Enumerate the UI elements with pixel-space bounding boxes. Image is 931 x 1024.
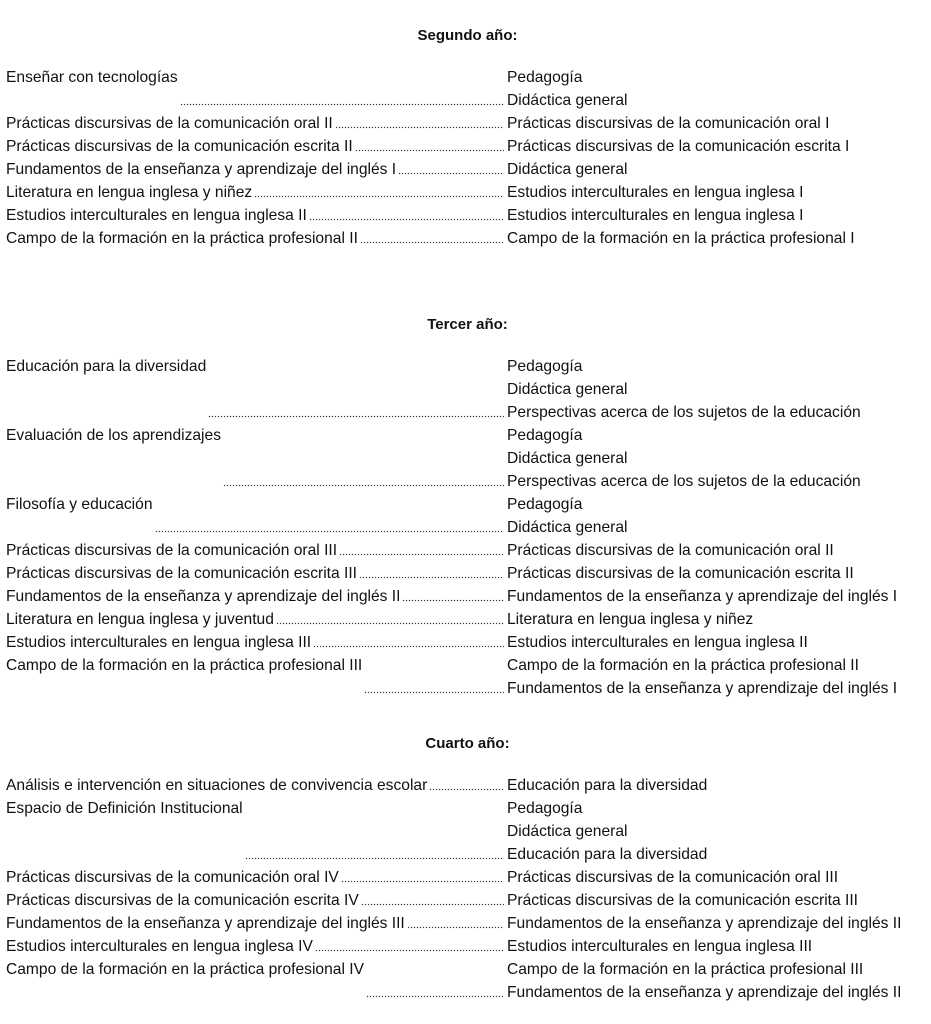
prerequisite-list xyxy=(507,935,812,958)
subject-row xyxy=(0,912,931,935)
prerequisite-list xyxy=(507,493,628,539)
prerequisite-list xyxy=(507,654,897,700)
subject-row xyxy=(0,112,931,135)
prerequisite-item: Prácticas discursivas de la comunicación escrita I xyxy=(507,138,850,155)
subject-row xyxy=(0,355,931,424)
section-title: Cuarto año: xyxy=(425,735,510,752)
prerequisite-item: Didáctica general xyxy=(507,161,628,178)
prerequisite-item: Educación para la diversidad xyxy=(507,846,708,863)
subject-name: Prácticas discursivas de la comunicación escrita IV xyxy=(6,892,359,909)
prerequisite-item: Pedagogía xyxy=(507,358,583,375)
prerequisite-list xyxy=(507,958,901,1004)
prerequisite-item: Prácticas discursivas de la comunicación oral II xyxy=(507,542,834,559)
subject-row xyxy=(0,424,931,493)
prerequisite-list xyxy=(507,135,849,158)
subject-name: Fundamentos de la enseñanza y aprendizaje del inglés II xyxy=(6,588,401,605)
subject-row xyxy=(0,654,931,700)
dot-leader xyxy=(402,585,504,602)
subject-row xyxy=(0,204,931,227)
prerequisite-list xyxy=(507,424,861,493)
subject-row xyxy=(0,631,931,654)
prerequisite-list xyxy=(507,866,838,889)
subject-name: Fundamentos de la enseñanza y aprendizaje del inglés III xyxy=(6,915,405,932)
prerequisite-list xyxy=(507,889,858,912)
prerequisite-list xyxy=(507,66,628,112)
prerequisite-list xyxy=(507,227,855,250)
subject-name: Enseñar con tecnologías xyxy=(6,69,178,86)
prerequisite-list xyxy=(507,539,834,562)
prerequisite-item: Didáctica general xyxy=(507,450,628,467)
section-tercer-anio xyxy=(0,313,931,700)
section-title: Segundo año: xyxy=(417,27,518,44)
subject-row xyxy=(0,227,931,250)
subject-name: Estudios interculturales en lengua inglesa II xyxy=(6,207,307,224)
dot-leader xyxy=(355,135,504,152)
subject-name: Campo de la formación en la práctica profesional II xyxy=(6,230,358,247)
dot-leader xyxy=(407,912,504,929)
subject-row xyxy=(0,135,931,158)
subject-row xyxy=(0,866,931,889)
subject-row xyxy=(0,935,931,958)
prerequisite-item: Fundamentos de la enseñanza y aprendizaje del inglés I xyxy=(507,588,898,605)
prerequisite-item: Estudios interculturales en lengua inglesa III xyxy=(507,938,813,955)
dot-leader xyxy=(339,539,504,556)
prerequisite-item: Pedagogía xyxy=(507,800,583,817)
prerequisite-list xyxy=(507,608,753,631)
prerequisite-item: Campo de la formación en la práctica profesional II xyxy=(507,657,859,674)
prerequisite-item: Didáctica general xyxy=(507,92,628,109)
prerequisite-item: Perspectivas acerca de los sujetos de la educación xyxy=(507,473,861,490)
prerequisite-item: Prácticas discursivas de la comunicación escrita III xyxy=(507,892,858,909)
dot-leader xyxy=(360,227,504,244)
subject-row xyxy=(0,585,931,608)
prerequisite-item: Prácticas discursivas de la comunicación oral I xyxy=(507,115,830,132)
subject-row xyxy=(0,608,931,631)
subject-row xyxy=(0,181,931,204)
dot-leader xyxy=(364,654,504,694)
prerequisite-item: Educación para la diversidad xyxy=(507,777,708,794)
prerequisite-list xyxy=(507,562,854,585)
subject-row xyxy=(0,66,931,112)
dot-leader xyxy=(309,204,504,221)
dot-leader xyxy=(313,631,504,648)
prerequisite-list xyxy=(507,585,897,608)
prerequisite-item: Estudios interculturales en lengua inglesa II xyxy=(507,634,808,651)
dot-leader xyxy=(245,797,504,860)
subject-name: Estudios interculturales en lengua inglesa IV xyxy=(6,938,313,955)
subject-name: Estudios interculturales en lengua inglesa III xyxy=(6,634,312,651)
dot-leader xyxy=(335,112,504,129)
subject-name: Prácticas discursivas de la comunicación oral III xyxy=(6,542,338,559)
prerequisite-list xyxy=(507,181,803,204)
subject-row xyxy=(0,539,931,562)
prerequisite-list xyxy=(507,204,803,227)
subject-name: Evaluación de los aprendizajes xyxy=(6,427,221,444)
subject-row xyxy=(0,889,931,912)
prerequisite-item: Fundamentos de la enseñanza y aprendizaje del inglés I xyxy=(507,680,898,697)
subject-row xyxy=(0,493,931,539)
dot-leader xyxy=(361,889,504,906)
prerequisite-item: Estudios interculturales en lengua inglesa I xyxy=(507,184,804,201)
subject-name: Espacio de Definición Institucional xyxy=(6,800,243,817)
subject-row xyxy=(0,797,931,866)
section-cuarto-anio xyxy=(0,732,931,1004)
subject-name: Literatura en lengua inglesa y niñez xyxy=(6,184,253,201)
dot-leader xyxy=(398,158,504,175)
prerequisite-list xyxy=(507,912,901,935)
section-title: Tercer año: xyxy=(427,316,508,333)
dot-leader xyxy=(180,66,504,106)
dot-leader xyxy=(366,958,504,998)
subject-list xyxy=(0,774,931,1004)
prerequisite-item: Prácticas discursivas de la comunicación oral III xyxy=(507,869,839,886)
subject-name: Prácticas discursivas de la comunicación oral IV xyxy=(6,869,339,886)
dot-leader xyxy=(429,774,504,791)
dot-leader xyxy=(208,355,504,418)
dot-leader xyxy=(315,935,504,952)
dot-leader xyxy=(155,493,505,533)
dot-leader xyxy=(223,424,504,487)
dot-leader xyxy=(359,562,504,579)
prerequisite-item: Perspectivas acerca de los sujetos de la educación xyxy=(507,404,861,421)
subject-row xyxy=(0,158,931,181)
subject-row xyxy=(0,958,931,1004)
subject-name: Literatura en lengua inglesa y juventud xyxy=(6,611,274,628)
subject-name: Campo de la formación en la práctica profesional III xyxy=(6,657,363,674)
prerequisite-item: Prácticas discursivas de la comunicación escrita II xyxy=(507,565,854,582)
dot-leader xyxy=(254,181,504,198)
prerequisite-list xyxy=(507,797,707,866)
prerequisite-item: Pedagogía xyxy=(507,69,583,86)
prerequisite-list xyxy=(507,355,861,424)
dot-leader xyxy=(341,866,504,883)
prerequisite-list xyxy=(507,112,829,135)
prerequisite-list xyxy=(507,158,628,181)
prerequisite-item: Didáctica general xyxy=(507,381,628,398)
prerequisite-item: Pedagogía xyxy=(507,427,583,444)
subject-name: Análisis e intervención en situaciones de convivencia escolar xyxy=(6,777,428,794)
prerequisite-item: Literatura en lengua inglesa y niñez xyxy=(507,611,754,628)
subject-name: Filosofía y educación xyxy=(6,496,153,513)
subject-list xyxy=(0,66,931,250)
subject-list xyxy=(0,355,931,700)
prerequisite-item: Didáctica general xyxy=(507,519,628,536)
prerequisite-item: Fundamentos de la enseñanza y aprendizaje del inglés II xyxy=(507,984,902,1001)
subject-name: Prácticas discursivas de la comunicación escrita III xyxy=(6,565,357,582)
prerequisite-item: Pedagogía xyxy=(507,496,583,513)
prerequisite-list xyxy=(507,631,808,654)
prerequisite-item: Didáctica general xyxy=(507,823,628,840)
subject-name: Campo de la formación en la práctica profesional IV xyxy=(6,961,364,978)
prerequisite-item: Campo de la formación en la práctica profesional I xyxy=(507,230,855,247)
prerequisite-item: Estudios interculturales en lengua inglesa I xyxy=(507,207,804,224)
prerequisite-list xyxy=(507,774,707,797)
subject-name: Fundamentos de la enseñanza y aprendizaje del inglés I xyxy=(6,161,397,178)
subject-name: Prácticas discursivas de la comunicación oral II xyxy=(6,115,333,132)
subject-name: Educación para la diversidad xyxy=(6,358,207,375)
prerequisite-item: Campo de la formación en la práctica profesional III xyxy=(507,961,864,978)
subject-row xyxy=(0,562,931,585)
dot-leader xyxy=(276,608,504,625)
prerequisite-item: Fundamentos de la enseñanza y aprendizaje del inglés II xyxy=(507,915,902,932)
section-segundo-anio xyxy=(0,24,931,250)
subject-name: Prácticas discursivas de la comunicación escrita II xyxy=(6,138,353,155)
subject-row xyxy=(0,774,931,797)
